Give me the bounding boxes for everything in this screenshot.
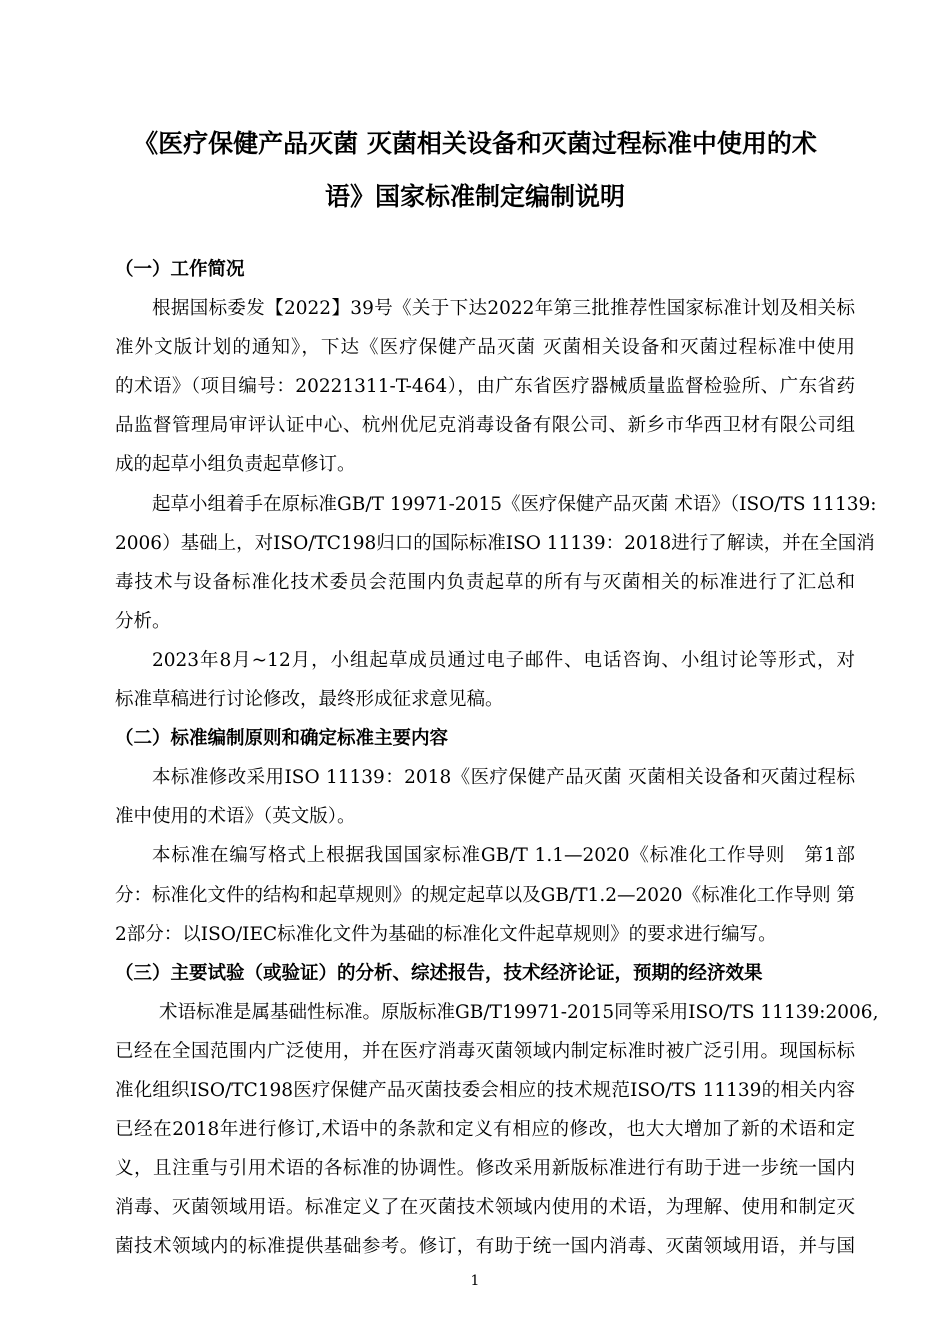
paragraph-line: 准化组织ISO/TC198医疗保健产品灭菌技委会相应的技术规范ISO/TS 11139的相关内容 bbox=[115, 1079, 855, 1101]
paragraph-line: 2023年8月~12月，小组起草成员通过电子邮件、电话咨询、小组讨论等形式，对 bbox=[152, 649, 855, 671]
paragraph-line: 标准草稿进行讨论修改，最终形成征求意见稿。 bbox=[115, 689, 504, 711]
paragraph-line: 分析。 bbox=[115, 610, 171, 632]
paragraph-line: 已经在2018年进行修订,术语中的条款和定义有相应的修改，也大大增加了新的术语和定 bbox=[115, 1119, 855, 1141]
paragraph-line: 消毒、灭菌领域用语。标准定义了在灭菌技术领域内使用的术语，为理解、使用和制定灭 bbox=[115, 1197, 855, 1219]
paragraph-line: 毒技术与设备标准化技术委员会范围内负责起草的所有与灭菌相关的标准进行了汇总和 bbox=[115, 571, 855, 593]
document-body bbox=[115, 250, 879, 1266]
section-heading: （一）工作简况 bbox=[115, 259, 245, 280]
paragraph-line: 本标准在编写格式上根据我国国家标准GB/T 1.1—2020《标准化工作导则 第1部 bbox=[152, 845, 855, 867]
paragraph-line: 品监督管理局审评认证中心、杭州优尼克消毒设备有限公司、新乡市华西卫材有限公司组 bbox=[115, 415, 855, 437]
paragraph-line: 术语标准是属基础性标准。原版标准GB/T19971-2015同等采用ISO/TS 11139:2006, bbox=[159, 1001, 879, 1023]
document-title-line-1: 《医疗保健产品灭菌 灭菌相关设备和灭菌过程标准中使用的术 bbox=[133, 129, 817, 158]
document-title-line-2: 语》国家标准制定编制说明 bbox=[324, 182, 625, 211]
paragraph-line: 义，且注重与引用术语的各标准的协调性。修改采用新版标准进行有助于进一步统一国内 bbox=[115, 1158, 855, 1180]
paragraph-line: 根据国标委发【2022】39号《关于下达2022年第三批推荐性国家标准计划及相关标 bbox=[152, 298, 855, 320]
paragraph-line: 已经在全国范围内广泛使用，并在医疗消毒灭菌领域内制定标准时被广泛引用。现国标标 bbox=[115, 1040, 855, 1062]
paragraph-line: 起草小组着手在原标准GB/T 19971-2015《医疗保健产品灭菌 术语》（ISO/TS 11139: bbox=[152, 493, 877, 515]
paragraph-line: 本标准修改采用ISO 11139：2018《医疗保健产品灭菌 灭菌相关设备和灭菌过程标 bbox=[152, 767, 855, 789]
paragraph-line: 2部分：以ISO/IEC标准化文件为基础的标准化文件起草规则》的要求进行编写。 bbox=[115, 923, 777, 945]
paragraph-line: 2006）基础上，对ISO/TC198归口的国际标准ISO 11139：2018进行了解读，并在全国消 bbox=[115, 532, 875, 554]
paragraph-line: 准外文版计划的通知》，下达《医疗保健产品灭菌 灭菌相关设备和灭菌过程标准中使用 bbox=[115, 337, 855, 359]
paragraph-line: 准中使用的术语》（英文版）。 bbox=[115, 806, 356, 828]
section-heading: （二）标准编制原则和确定标准主要内容 bbox=[115, 728, 449, 750]
paragraph-line: 的术语》（项目编号：20221311-T-464），由广东省医疗器械质量监督检验所、广东省药 bbox=[115, 376, 855, 398]
paragraph-line: 分：标准化文件的结构和起草规则》的规定起草以及GB/T1.2—2020《标准化工作导则 第 bbox=[115, 884, 855, 906]
page-number: 1 bbox=[470, 1273, 480, 1289]
paragraph-line: 成的起草小组负责起草修订。 bbox=[115, 454, 356, 476]
section-heading: （三）主要试验（或验证）的分析、综述报告，技术经济论证，预期的经济效果 bbox=[115, 962, 763, 984]
paragraph-line: 菌技术领域内的标准提供基础参考。修订，有助于统一国内消毒、灭菌领域用语，并与国 bbox=[115, 1236, 855, 1258]
